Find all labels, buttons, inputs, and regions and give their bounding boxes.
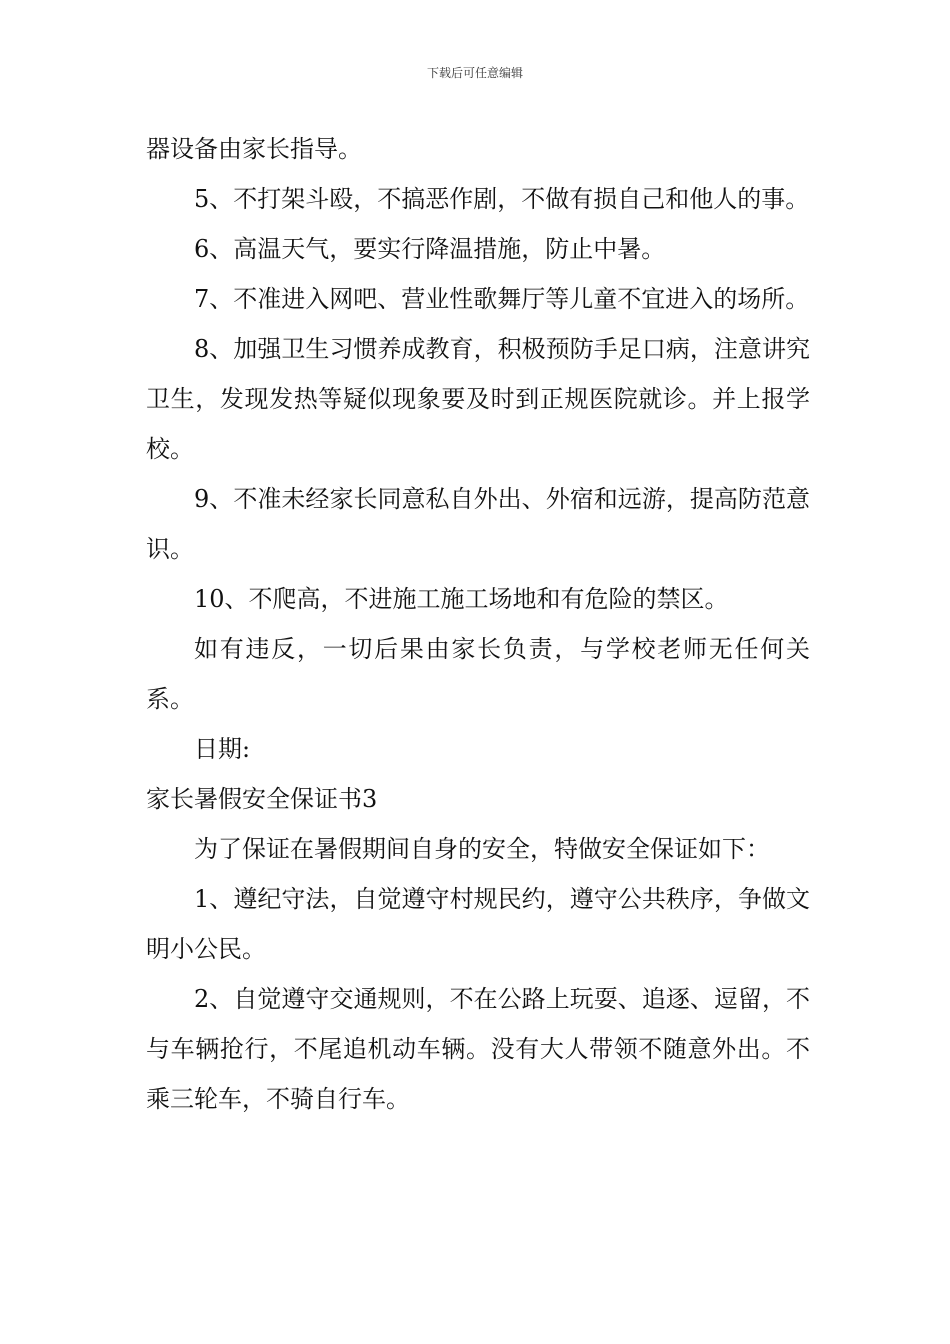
paragraph-item-6: 6、高温天气，要实行降温措施，防止中暑。 — [194, 235, 666, 263]
paragraph-continuation: 器设备由家长指导。 — [146, 135, 362, 163]
paragraph-item-9: 9、不准未经家长同意私自外出、外宿和远游，提高防范意识。 — [146, 485, 810, 563]
paragraph-item-10: 10、不爬高，不进施工施工场地和有危险的禁区。 — [194, 585, 729, 613]
paragraph-item-1: 1、遵纪守法，自觉遵守村规民约，遵守公共秩序，争做文明小公民。 — [146, 885, 810, 963]
date-label: 日期: — [194, 735, 251, 763]
paragraph-item-2: 2、自觉遵守交通规则，不在公路上玩耍、追逐、逗留，不与车辆抢行，不尾追机动车辆。没有大人带领不随意外出。不乘三轮车，不骑自行车。 — [146, 985, 810, 1113]
page-header: 下载后可任意编辑 — [426, 66, 523, 80]
document-body — [146, 124, 810, 1124]
paragraph-item-7: 7、不准进入网吧、营业性歌舞厅等儿童不宜进入的场所。 — [194, 285, 810, 313]
paragraph-intro: 为了保证在暑假期间自身的安全，特做安全保证如下： — [194, 835, 770, 863]
paragraph-violation-notice: 如有违反，一切后果由家长负责，与学校老师无任何关系。 — [146, 635, 810, 713]
section-title: 家长暑假安全保证书3 — [146, 785, 378, 813]
paragraph-item-8: 8、加强卫生习惯养成教育，积极预防手足口病，注意讲究卫生，发现发热等疑似现象要及时到正规医院就诊。并上报学校。 — [146, 335, 810, 463]
paragraph-item-5: 5、不打架斗殴，不搞恶作剧，不做有损自己和他人的事。 — [194, 185, 810, 213]
